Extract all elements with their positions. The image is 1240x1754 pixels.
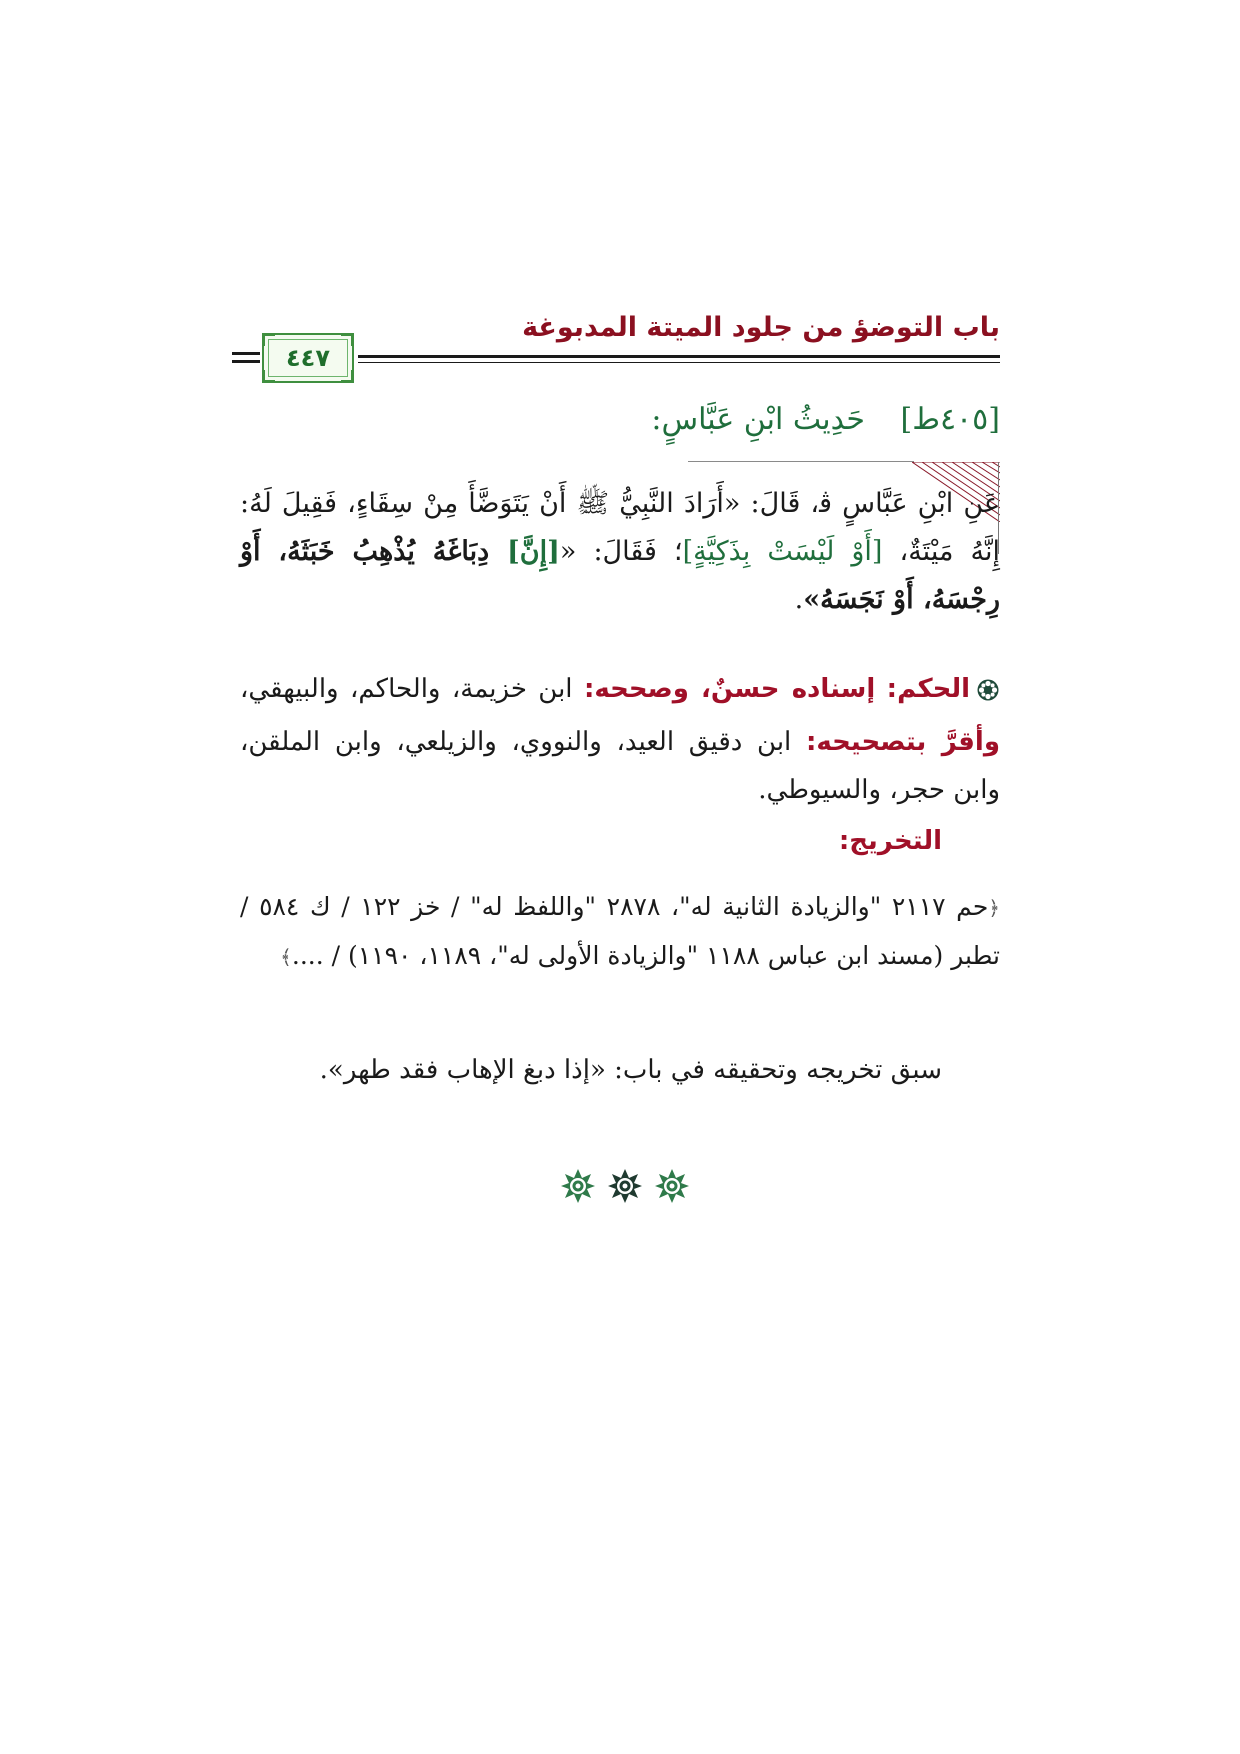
page-number-badge [262,333,354,383]
flower-ornament-icon [560,1168,596,1204]
hadith-prophetic-saying: دِبَاغَهُ يُذْهِبُ خَبَثَهُ، أَوْ رِجْسَهُ، أَوْ نَجَسَهُ» [240,536,1000,615]
ruling-paragraph [240,665,1000,814]
ruling-approved-label: وأقرَّ بتصحيحه: [805,727,1000,757]
takhrij-bracket-close: ﴾ [280,945,292,969]
section-number: [٤٠٥ط] [900,402,1000,437]
cross-reference-note: سبق تخريجه وتحقيقه في باب: «إذا دبغ الإهاب فقد طهر». [319,1055,942,1085]
end-ornaments [560,1168,690,1208]
page-number: ٤٤٧ [286,344,330,372]
running-title: باب التوضؤ من جلود الميتة المدبوغة [522,312,1000,343]
heading-underline [688,461,914,462]
takhrij-heading: التخريج: [838,826,942,856]
header-rule-right-thick [358,355,1000,358]
hadith-part-1: عَنِ ابْنِ عَبَّاسٍ ﭬ، قَالَ: «أَرَادَ النَّبِيُّ ﷺ أَنْ يَتَوَضَّأَ مِنْ سِقَاءٍ، فَقِيلَ لَهُ: إِنَّهُ مَيْتَةٌ، [240,488,1000,567]
badge-corner-ornament [341,333,354,346]
hadith-text [240,480,1000,624]
ruling-approvers: ابن دقيق العيد، والنووي، والزيلعي، وابن الملقن، وابن حجر، والسيوطي. [240,727,1000,805]
hadith-part-2: ؛ فَقَالَ: « [559,536,683,567]
header-rule-left-thick [232,352,260,355]
ruling-verdict: إسناده حسنٌ، وصححه: [583,674,876,704]
takhrij-bracket-open: ﴿ [988,896,1000,920]
badge-corner-ornament [262,333,275,346]
badge-corner-ornament [262,370,275,383]
ruling-authenticators: ابن خزيمة، والحاكم، والبيهقي، [240,674,584,704]
flower-ornament-icon [607,1168,643,1204]
section-title: حَدِيثُ ابْنِ عَبَّاسٍ: [651,402,865,437]
badge-corner-ornament [341,370,354,383]
hadith-bracket-word: [إِنَّ] [506,536,560,567]
takhrij-references: حم ٢١١٧ "والزيادة الثانية له"، ٢٨٧٨ "واللفظ له" / خز ١٢٢ / ك ٥٨٤ / تطبر (مسند ابن عباس ١١٨٨ "والزيادة الأولى له"، ١١٨٩، ١١٩٠) / .... [240,892,1000,970]
takhrij-text [240,883,1000,981]
hadith-end: . [794,584,804,615]
header-rule-right-thin [358,362,1000,363]
hadith-variant-reading: [أَوْ لَيْسَتْ بِذَكِيَّةٍ] [682,536,883,567]
header-rule-left-thick-2 [232,360,260,363]
ruling-label: الحكم: [886,674,970,704]
flower-ornament-icon [654,1168,690,1204]
section-heading [651,402,1000,437]
flower-icon [976,670,1000,718]
